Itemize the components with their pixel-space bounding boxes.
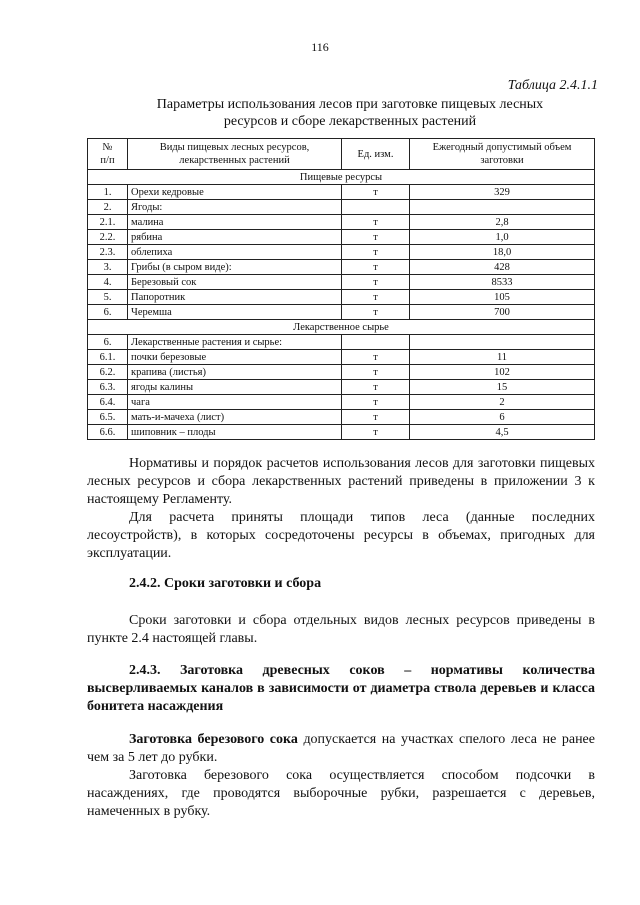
table-header-row [88,139,595,170]
header-name: Виды пищевых лесных ресурсов, лекарственных растений [128,139,342,170]
birch-sap-rest: допускается на участках спелого леса не ранее чем за 5 лет до рубки. [87,732,595,765]
birch-sap-bold-term: Заготовка березового сока [129,732,298,747]
table-row: 2.1. малина т 2,8 [88,215,595,230]
table-row: 6.6. шиповник – плоды т 4,5 [88,425,595,440]
table-row: 3. Грибы (в сыром виде): т 428 [88,260,595,275]
heading-2-4-2: 2.4.2. Сроки заготовки и сбора [129,576,322,591]
section-row-food [88,170,595,185]
table-row: 6. Лекарственные растения и сырье: [88,335,595,350]
section-row-medicinal [88,320,595,335]
table-label: Таблица 2.4.1.1 [507,78,598,93]
section-medicinal-label: Лекарственное сырье [88,320,595,335]
table-row: 2. Ягоды: [88,200,595,215]
table-row: 6.5. мать-и-мачеха (лист) т 6 [88,410,595,425]
paragraph-norms: Нормативы и порядок расчетов использования лесов для заготовки пищевых лесных ресурсов и сбора лекарственных растений приведены в приложении 3 к настоящему Регламенту. [87,456,595,507]
paragraph-calculation: Для расчета приняты площади типов леса (данные последних лесоустройств), в которых сосредоточены ресурсы в объемах, пригодных для эксплуатации. [87,510,595,561]
resources-table [87,138,595,440]
table-title-line1: Параметры использования лесов при заготовке пищевых лесных [156,97,544,112]
table-row: 6.2. крапива (листья) т 102 [88,365,595,380]
header-unit: Ед. изм. [342,139,410,170]
table-row: 6.1. почки березовые т 11 [88,350,595,365]
header-num: № п/п [88,139,128,170]
table-row: 5. Папоротник т 105 [88,290,595,305]
paragraph-terms: Сроки заготовки и сбора отдельных видов лесных ресурсов приведены в пункте 2.4 настоящей главы. [87,613,595,646]
page-number: 116 [311,40,329,54]
table-row: 6.4. чага т 2 [88,395,595,410]
header-value: Ежегодный допустимый объем заготовки [410,139,595,170]
table-row: 1. Орехи кедровые т 329 [88,185,595,200]
table-row: 6. Черемша т 700 [88,305,595,320]
table-title [120,96,580,130]
paragraph-birch-sap [87,731,595,767]
table-row: 6.3. ягоды калины т 15 [88,380,595,395]
table-body [88,170,595,440]
table-row: 2.2. рябина т 1,0 [88,230,595,245]
section-food-label: Пищевые ресурсы [88,170,595,185]
table-row: 2.3. облепиха т 18,0 [88,245,595,260]
table-title-line2: ресурсов и сборе лекарственных растений [223,114,477,129]
heading-2-4-3: 2.4.3. Заготовка древесных соков – нормативы количества высверливаемых каналов в зависимости от диаметра ствола деревьев и класса бонитета насаждения [87,663,595,714]
paragraph-tapping: Заготовка березового сока осуществляется способом подсочки в насаждениях, где проводятся выборочные рубки, разрешается с деревьев, намеченных в рубку. [87,768,595,819]
table-row: 4. Березовый сок т 8533 [88,275,595,290]
